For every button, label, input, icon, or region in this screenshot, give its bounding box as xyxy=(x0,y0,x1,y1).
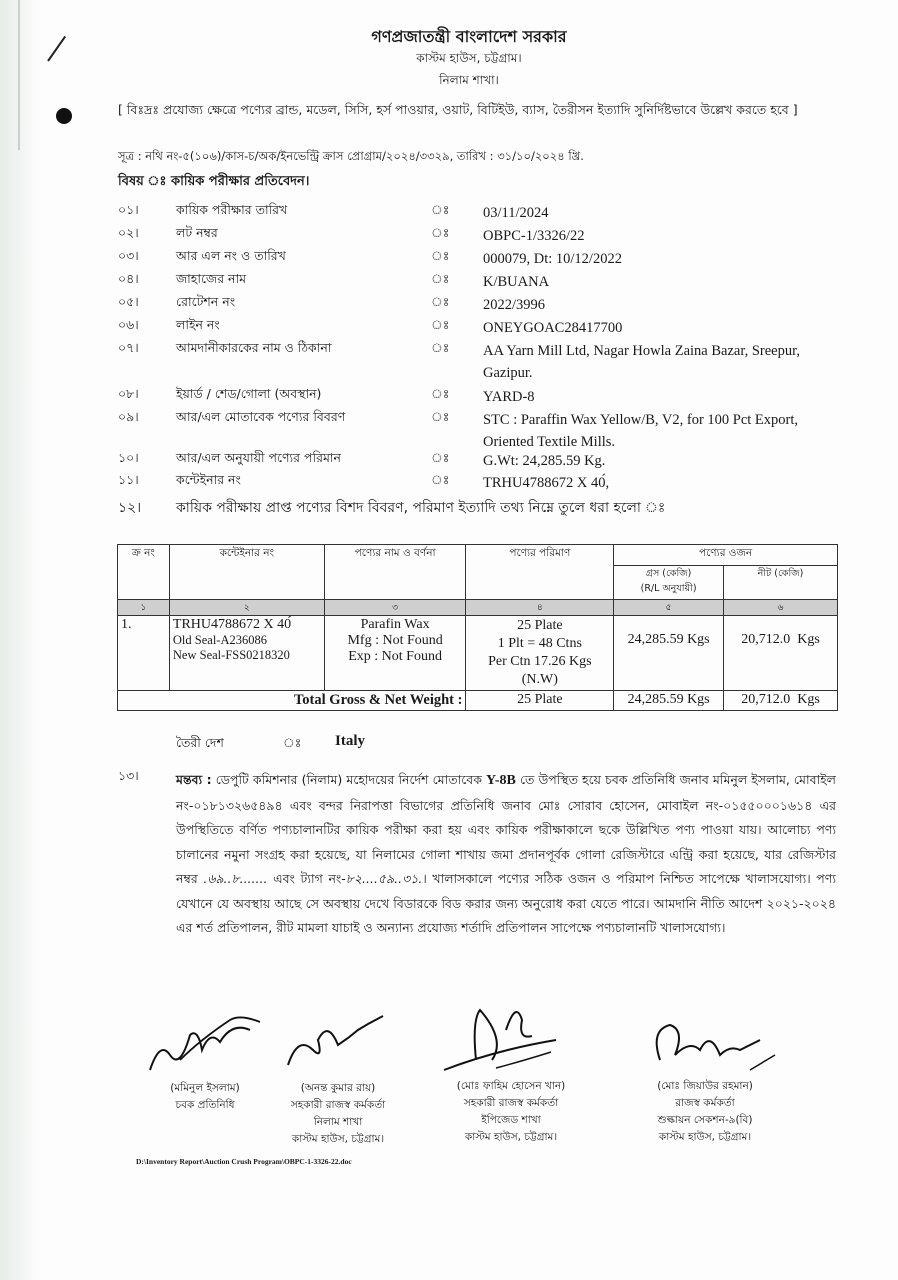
cell-gross: 24,285.59 Kgs xyxy=(614,616,724,691)
signatory-title: সহকারী রাজস্ব কর্মকর্তা xyxy=(463,1097,559,1109)
signatory-block xyxy=(140,1000,270,1114)
cell-name xyxy=(324,616,466,691)
field-number: ০৭। xyxy=(118,340,139,355)
signatory-block xyxy=(436,990,586,1146)
signatory-branch: নিলাম শাখা xyxy=(313,1116,363,1128)
name-line: Mfg : Not Found xyxy=(347,633,443,648)
table-row xyxy=(118,616,838,691)
field-label: লট নম্বর xyxy=(176,225,218,240)
header-gross-note: (R/L অনুযায়ী) xyxy=(640,582,697,594)
index-cell: ৬ xyxy=(724,600,838,616)
cell-net: 20,712.0 Kgs xyxy=(724,616,838,691)
signatory-name: (মোঃ জিয়াউর রহমান) xyxy=(657,1080,753,1092)
signatory-name: (অনন্ত কুমার রায়) xyxy=(300,1082,376,1094)
signatory-branch: শুল্কায়ন সেকশন-৯(বি) xyxy=(657,1114,753,1126)
field-number: ০৬। xyxy=(118,317,139,332)
field-number: ০১। xyxy=(118,202,139,217)
signatory-office: কাস্টম হাউস, চট্টগ্রাম। xyxy=(658,1131,752,1143)
goods-table xyxy=(117,544,838,711)
field-value: TRHU4788672 X 40́, xyxy=(483,475,610,491)
index-cell: ৩ xyxy=(324,600,466,616)
remark-number: ১৩। xyxy=(118,768,139,783)
quantity-line: (N.W) xyxy=(521,672,558,687)
signature-mark xyxy=(630,1000,780,1078)
name-line: Exp : Not Found xyxy=(348,649,442,664)
field-value: STC : Paraffin Wax Yellow/B, V2, for 100 Pct Export, Oriented Textile Mills. xyxy=(483,412,799,450)
field-label: আর/এল মোতাবেক পণ্যের বিবরণ xyxy=(176,409,346,424)
remark-location: Y-8B xyxy=(486,773,516,788)
index-cell: ১ xyxy=(118,600,170,616)
field-number: ০৫। xyxy=(118,294,139,309)
origin-separator: ঃ xyxy=(283,735,302,750)
total-label: Total Gross & Net Weight : xyxy=(118,691,466,711)
container-number: TRHU4788672 X 40́ xyxy=(172,617,292,632)
remark-label: মন্তব্য : xyxy=(176,772,212,787)
field-number: ১০। xyxy=(118,450,139,465)
signatory-office: কাস্টম হাউস, চট্টগ্রাম। xyxy=(464,1131,558,1143)
tag-number: ৮২....৫৯..৩১. xyxy=(345,871,423,886)
scan-edge-shadow xyxy=(0,0,40,1280)
field-label: আমদানীকারকের নাম ও ঠিকানা xyxy=(176,340,332,355)
remark-text-4: । খালাসকালে পণ্যের সঠিক ওজন ও পরিমাপ নিশ্চিত সাপেক্ষে খালাসযোগ্য। পণ্য যেখানে যে অবস্থায় আছে সে অবস্থায় দেখে বিডারকে বিড করার জন্য অনুরোধ করা যেতে পারে। আমদানি নীতি আদেশ ২০২১-২০২৪ এর শর্ত প্রতিপালন, রীট মামলা যাচাই ও অন্যান্য প্রযোজ্য শর্তাদি প্রতিপালন সাপেক্ষে পণ্যচালানটি খালাসযোগ্য। xyxy=(176,871,836,935)
signatory-block xyxy=(268,1000,408,1148)
index-cell: ২ xyxy=(169,600,324,616)
index-cell: ৫ xyxy=(614,600,724,616)
total-net: 20,712.0 Kgs xyxy=(724,691,838,711)
field-separator: ঃ xyxy=(431,340,450,355)
branch-name: নিলাম শাখা। xyxy=(439,73,499,87)
field-separator: ঃ xyxy=(431,450,450,465)
register-number: .৬৯..৮....... xyxy=(203,871,268,886)
field-label: কায়িক পরীক্ষার তারিখ xyxy=(176,202,288,217)
table-total-row xyxy=(118,691,838,711)
field-label: কন্টেইনার নং xyxy=(176,472,241,487)
signatory-title: রাজস্ব কর্মকর্তা xyxy=(675,1097,735,1109)
field-label: আর এল নং ও তারিখ xyxy=(176,248,286,263)
remark-text-1: ডেপুটি কমিশনার (নিলাম) মহোদয়ের নির্দেশ মোতাবেক xyxy=(215,772,482,787)
detail-intro: কায়িক পরীক্ষায় প্রাপ্ত পণ্যের বিশদ বিবরণ, পরিমাণ ইত্যাদি তথ্য নিম্নে তুলে ধরা হলো ঃ xyxy=(176,500,666,516)
field-number: ০৮। xyxy=(118,386,139,401)
signatory-block xyxy=(630,1000,780,1146)
field-separator: ঃ xyxy=(431,248,450,263)
field-value: K/BUANA xyxy=(483,274,550,290)
field-value: AA Yarn Mill Ltd, Nagar Howla Zaina Bazar, Sreepur, Gazipur. xyxy=(483,343,800,381)
remark-text xyxy=(176,768,836,941)
field-separator: ঃ xyxy=(431,472,450,487)
field-label: জাহাজের নাম xyxy=(176,271,247,286)
field-separator: ঃ xyxy=(431,202,450,217)
field-value: OBPC-1/3326/22 xyxy=(483,228,585,244)
field-value: 000079, Dt: 10/12/2022 xyxy=(483,251,622,267)
field-value: YARD-8 xyxy=(483,389,535,405)
field-label: আর/এল অনুযায়ী পণ্যের পরিমান xyxy=(176,450,341,465)
field-number: ১১। xyxy=(118,472,139,487)
field-value: 2022/3996 xyxy=(483,297,546,313)
field-number: ০৯। xyxy=(118,409,139,424)
instruction-note: [ বিঃদ্রঃ প্রযোজ্য ক্ষেত্রে পণ্যের ব্রান্ড, মডেল, সিসি, হর্স পাওয়ার, ওয়াট, বিটিইউ, ব্যাস, তৈরীসন ইত্যাদি সুনির্দিষ্টভাবে উল্লেখ করতে হবে ] xyxy=(118,102,798,117)
quantity-line: 25 Plate xyxy=(517,618,563,633)
new-seal: New Seal-FSS0218320 xyxy=(172,648,290,662)
index-cell: ৪ xyxy=(466,600,614,616)
field-value: 03/11/2024 xyxy=(483,205,549,221)
signatory-title: চবক প্রতিনিধি xyxy=(175,1099,235,1111)
signatory-name: (মমিনুল ইসলাম) xyxy=(170,1082,240,1094)
header-quantity: পণ্যের পরিমাণ xyxy=(466,545,614,600)
field-label: লাইন নং xyxy=(176,317,220,332)
total-quantity: 25 Plate xyxy=(466,691,614,711)
cell-serial: 1. xyxy=(118,616,170,691)
header-gross-label: গ্রস (কেজি) xyxy=(645,567,692,579)
field-number: ০৩। xyxy=(118,248,139,263)
subject-line: বিষয় ঃ কায়িক পরীক্ষার প্রতিবেদন। xyxy=(118,174,310,189)
cell-container xyxy=(169,616,324,691)
name-line: Parafin Wax xyxy=(360,617,430,632)
field-value: ONEYGOAC28417700 xyxy=(483,320,623,336)
origin-value: Italy xyxy=(335,733,365,749)
field-number: ০৪। xyxy=(118,271,139,286)
office-name: কাস্টম হাউস, চট্টগ্রাম। xyxy=(416,51,522,65)
signature-mark xyxy=(268,1000,408,1080)
signature-mark xyxy=(436,990,586,1078)
old-seal: Old Seal-A236086 xyxy=(172,633,267,647)
quantity-line: Per Ctn 17.26 Kgs xyxy=(488,654,592,669)
header-name: পণ্যের নাম ও বর্ণনা xyxy=(324,545,466,600)
government-title: গণপ্রজাতন্ত্রী বাংলাদেশ সরকার xyxy=(371,27,567,46)
header-container: কন্টেইনার নং xyxy=(169,545,324,600)
field-separator: ঃ xyxy=(431,271,450,286)
header-gross xyxy=(614,565,724,599)
field-number: ১২। xyxy=(118,500,142,516)
file-path-footer: D:\Inventory Report\Auction Crush Program\OBPC-1-3326-22.doc xyxy=(136,1157,352,1166)
signatory-office: কাস্টম হাউস, চট্টগ্রাম। xyxy=(291,1133,385,1145)
field-separator: ঃ xyxy=(431,294,450,309)
quantity-line: 1 Plt = 48 Ctns xyxy=(497,636,582,651)
header-serial: ক্র নং xyxy=(118,545,170,600)
field-separator: ঃ xyxy=(431,386,450,401)
field-label: রোটেশন নং xyxy=(176,294,236,309)
table-index-row xyxy=(118,600,838,616)
remark-text-2: তে উপস্থিত হয়ে চবক প্রতিনিধি জনাব মমিনুল ইসলাম, মোবাইল নং-০১৮১৩২৬৫৪৯৪ এবং বন্দর নিরাপত্তা বিভাগের প্রতিনিধি জনাব মোঃ সোরাব হোসেন, মোবাইল নং-০১৫৫০০০১৬১৪ এর উপস্থিতিতে বর্ণিত পণ্যচালানটির কায়িক পরীক্ষা করা হয় এবং কায়িক পরীক্ষাকালে ছকে উল্লিখিত পণ্য পাওয়া যায়। আলোচ্য পণ্য চালানের নমুনা সংগ্রহ করা হয়েছে, যা নিলামের গোলা শাখায় জমা প্রদানপূর্বক গোলা রেজিস্টারে এন্ট্রি করা হয়েছে, যার রেজিস্টার নম্বর xyxy=(176,772,836,886)
cell-quantity xyxy=(466,616,614,691)
signatory-title: সহকারী রাজস্ব কর্মকর্তা xyxy=(290,1099,386,1111)
header-net: নীট (কেজি) xyxy=(724,565,838,599)
signatory-name: (মোঃ ফাহিম হোসেন খান) xyxy=(456,1080,566,1092)
reference-line: সূত্র : নথি নং-৫(১০৬)/কাস-চ/অক/ইনভেন্ট্রি ক্রাস প্রোগ্রাম/২০২৪/৩৩২৯, তারিখ : ৩১/১০/২০২৪ খ্রি. xyxy=(118,149,584,163)
origin-label: তৈরী দেশ xyxy=(176,735,224,750)
header-weight: পণ্যের ওজন xyxy=(614,545,838,566)
field-value: G.Wt: 24,285.59 Kg. xyxy=(483,453,606,469)
signatory-branch: ইপিজেড শাখা xyxy=(481,1114,541,1126)
total-gross: 24,285.59 Kgs xyxy=(614,691,724,711)
remark-text-3: এবং ট্যাগ নং- xyxy=(273,871,346,886)
table-header-row xyxy=(118,545,838,566)
field-separator: ঃ xyxy=(431,409,450,424)
field-separator: ঃ xyxy=(431,225,450,240)
field-label: ইয়ার্ড / শেড/গোলা (অবস্থান) xyxy=(176,386,322,401)
field-separator: ঃ xyxy=(431,317,450,332)
field-number: ০২। xyxy=(118,225,139,240)
punch-hole xyxy=(56,108,72,124)
signature-mark xyxy=(140,1000,270,1080)
